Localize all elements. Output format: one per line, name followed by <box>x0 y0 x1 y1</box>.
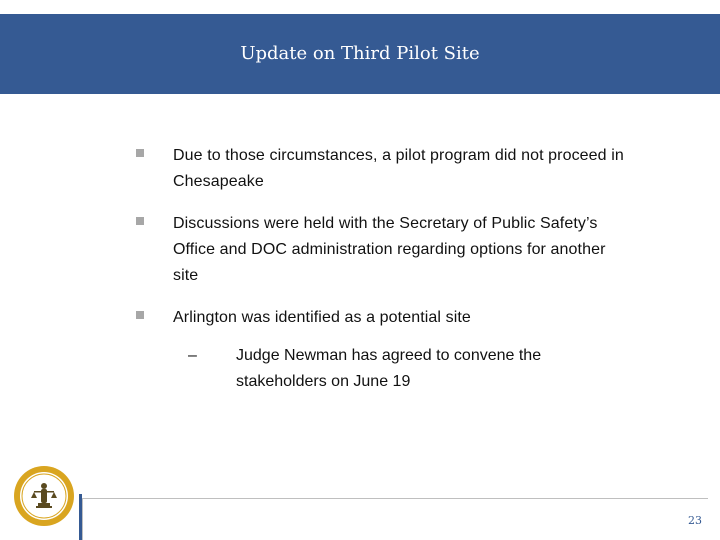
sub-bullet-text: Judge Newman has agreed to convene the stakeholders on June 19 <box>236 347 542 390</box>
bullet-text: Discussions were held with the Secretary of Public Safety’s Office and DOC administration regarding options for another site <box>173 215 606 284</box>
bullet-item <box>145 305 625 331</box>
sub-bullet-item <box>188 343 625 395</box>
bullet-list <box>145 143 625 395</box>
bullet-item <box>145 143 625 195</box>
header-bar <box>0 14 720 94</box>
bullet-item <box>145 211 625 289</box>
bullet-text: Arlington was identified as a potential site <box>173 309 471 326</box>
footer-box <box>82 498 708 540</box>
slide-title: Update on Third Pilot Site <box>240 43 480 64</box>
dash-bullet-icon: – <box>188 347 197 364</box>
commission-seal-icon <box>12 464 76 528</box>
bullet-text: Due to those circumstances, a pilot program did not proceed in Chesapeake <box>173 147 624 190</box>
page-number: 23 <box>688 514 702 527</box>
square-bullet-icon <box>136 217 144 225</box>
square-bullet-icon <box>136 149 144 157</box>
square-bullet-icon <box>136 311 144 319</box>
